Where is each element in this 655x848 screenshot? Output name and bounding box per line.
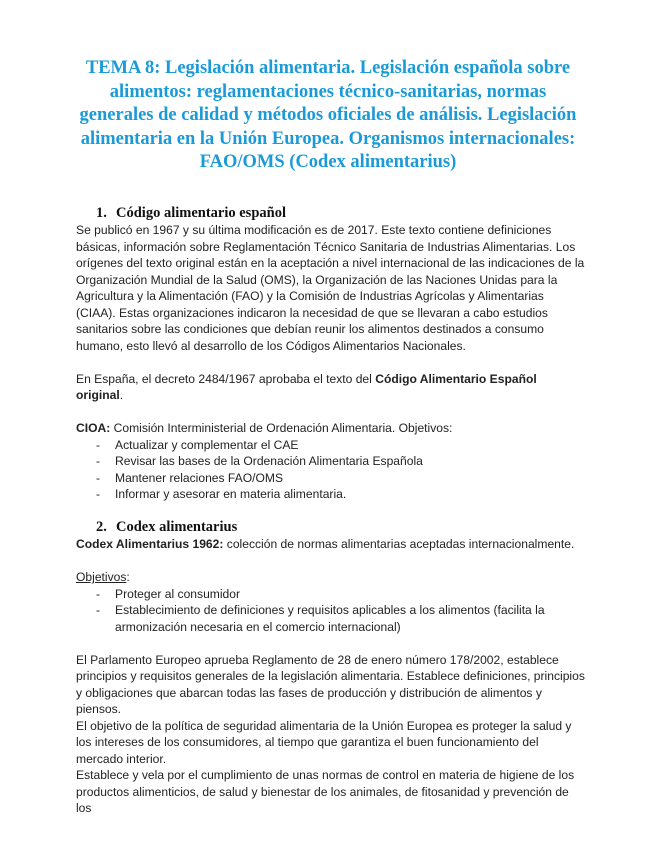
section-2-paragraph-1: El Parlamento Europeo aprueba Reglamento de 28 de enero número 178/2002, establece principios y requisitos generales de la legislación alimentaria. Establece definiciones, principios y obligaciones que abarcan todas las fases de producción y distribución de alimentos y piensos. [76,652,585,716]
codex-objectives-list [76,586,586,636]
section-1-paragraph-2 [76,371,586,404]
codex-text: colección de normas alimentarias aceptadas internacionalmente. [223,537,575,551]
cioa-paragraph [76,420,586,437]
section-1-paragraph-1: Se publicó en 1967 y su última modificación es de 2017. Este texto contiene definiciones básicas, información sobre Reglamentación Técnico Sanitaria de Industrias Alimentarias. Los orígenes del texto original están en la aceptación a nivel internacional de las indicaciones de la Organización Mundial de la Salud (OMS), la Organización de las Naciones Unidas para la Agricultura y la Alimentación (FAO) y la Comisión de Industrias Agrícolas y Alimentarias (CIAA). Estas organizaciones indicaron la necesidad de que se llevaran a cabo estudios sanitarios sobre las condiciones que debían reunir los alimentos destinados a consumo humano, esto llevó al desarrollo de los Códigos Alimentarios Nacionales. [76,223,585,353]
list-item: - Actualizar y complementar el CAE [76,437,586,454]
document-title: TEMA 8: Legislación alimentaria. Legislación española sobre alimentos: reglamentaciones técnico-sanitarias, normas generales de calidad y métodos oficiales de análisis. Legislación alimentaria en la Unión Europea. Organismos internacionales: FAO/OMS (Codex alimentarius) [79,58,577,173]
section-2-heading [76,519,586,536]
objectives-label-text: Objetivos [76,570,127,584]
decree-text-end: . [119,388,124,402]
objectives-label [76,569,586,586]
section-2-number: 2. [96,519,107,535]
section-1-title: Código alimentario español [116,205,286,221]
codex-label: Codex Alimentarius 1962: [76,537,224,551]
codex-definition [76,536,586,553]
list-item: - Establecimiento de definiciones y requisitos aplicables a los alimentos (facilita la armonización necesaria en el comercio internacional) [76,602,586,635]
list-item: - Mantener relaciones FAO/OMS [76,470,586,487]
document-body [76,205,586,817]
objectives-colon: : [126,570,130,584]
decree-text: En España, el decreto 2484/1967 aprobaba el texto del [76,371,376,386]
cae-original-bold: Código Alimentario Español original [76,371,537,402]
list-item: - Informar y asesorar en materia alimentaria. [76,486,586,503]
section-2-paragraph-3: Establece y vela por el cumplimiento de unas normas de control en materia de higiene de los productos alimenticios, de salud y bienestar de los animales, de fitosanidad y prevención de los [76,768,575,815]
cioa-label: CIOA: [76,421,111,435]
section-2-paragraph-2: El objetivo de la política de seguridad alimentaria de la Unión Europea es proteger la salud y los intereses de los consumidores, al tiempo que garantiza el buen funcionamiento del mercado interior. [76,718,572,766]
section-1-heading [76,205,586,222]
section-2-title: Codex alimentarius [116,519,238,535]
cioa-text: Comisión Interministerial de Ordenación Alimentaria. Objetivos: [110,421,453,435]
list-item: - Proteger al consumidor [76,586,586,603]
list-item: - Revisar las bases de la Ordenación Alimentaria Española [76,453,586,470]
cioa-objectives-list [76,437,586,503]
section-1-number: 1. [96,205,107,221]
